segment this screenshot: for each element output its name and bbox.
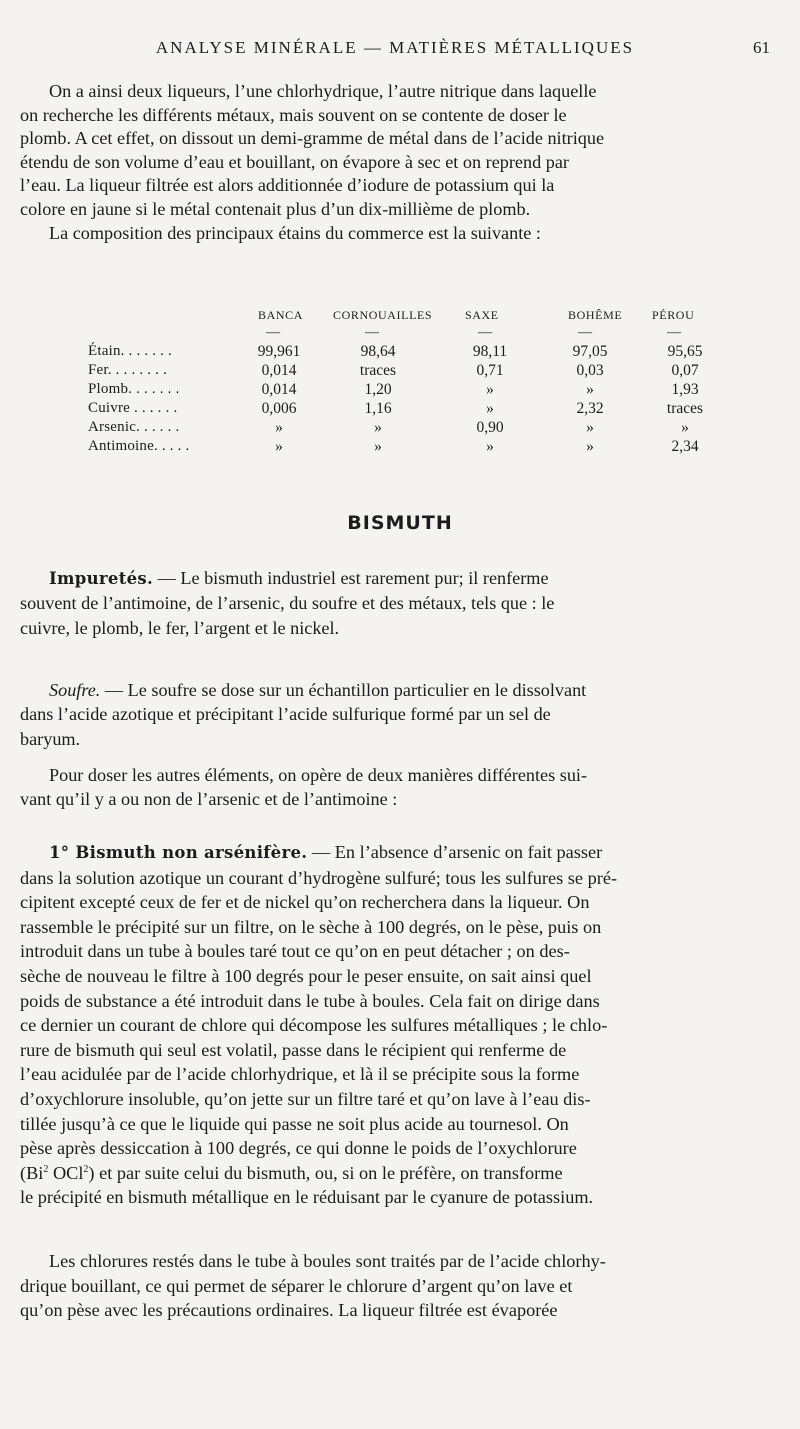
- text-line: rure de bismuth qui seul est volatil, passe dans le récipient qui renferme de: [20, 1039, 567, 1060]
- section-title: BISMUTH: [347, 512, 453, 534]
- row-label: Arsenic. . . . . .: [88, 419, 180, 435]
- column-dash: —: [365, 325, 379, 340]
- table-cell: 99,961: [257, 343, 301, 360]
- text-line: dans la solution azotique un courant d’hydrogène sulfuré; tous les sulfures se pré-: [20, 867, 618, 888]
- row-label: Antimoine. . . . .: [88, 438, 190, 454]
- text-line: on recherche les différents métaux, mais souvent on se contente de doser le: [20, 104, 567, 125]
- column-header: PÉROU: [652, 308, 695, 322]
- text-line: [20, 678, 780, 702]
- table-cell: traces: [666, 400, 704, 417]
- table-cell: 0,014: [261, 381, 297, 398]
- text-line: qu’on pèse avec les précautions ordinaires. La liqueur filtrée est évaporée: [20, 1300, 558, 1321]
- table-cell: »: [374, 419, 382, 436]
- text-span: — Le bismuth industriel est rarement pur; il renferme: [153, 568, 549, 588]
- intro-paragraph: [20, 80, 780, 245]
- table-cell: 98,64: [360, 343, 396, 360]
- table-cell: »: [486, 400, 494, 417]
- text-line: sèche de nouveau le filtre à 100 degrés pour le peser ensuite, on sait ainsi quel: [20, 965, 592, 986]
- text-line: dans l’acide azotique et précipitant l’acide sulfurique formé par un sel de: [20, 704, 551, 725]
- table-cell: 0,07: [671, 362, 699, 379]
- table-cell: 97,05: [572, 343, 608, 360]
- row-label: Plomb. . . . . . .: [88, 381, 180, 397]
- text-line: introduit dans un tube à boules taré tout ce qu’on en peut détacher ; on des-: [20, 941, 570, 962]
- text-line: Les chlorures restés dans le tube à boules sont traités par de l’acide chlorhy-: [49, 1251, 606, 1271]
- tin-composition-table: [0, 300, 800, 470]
- soufre-paragraph: [20, 678, 780, 751]
- text-span: — En l’absence d’arsenic on fait passer: [307, 842, 603, 862]
- table-cell: 2,32: [576, 400, 604, 417]
- row-label: Fer. . . . . . . .: [88, 362, 168, 378]
- text-line: d’oxychlorure insoluble, qu’on jette sur un filtre taré et qu’on lave à l’eau dis-: [20, 1088, 591, 1109]
- table-cell: »: [486, 381, 494, 398]
- column-dash: —: [266, 325, 280, 340]
- formula-line: [20, 1161, 780, 1186]
- formula-superscript: 2: [43, 1163, 49, 1175]
- text-line: tillée jusqu’à ce que le liquide qui passe ne soit plus acide au tournesol. On: [20, 1113, 569, 1134]
- soufre-heading: Soufre.: [49, 680, 101, 700]
- doser-paragraph: [20, 763, 780, 812]
- table-cell: traces: [359, 362, 397, 379]
- table-cell: 0,03: [576, 362, 604, 379]
- table-cell: 1,20: [364, 381, 392, 398]
- impuretes-paragraph: [20, 566, 780, 640]
- impuretes-heading: Impuretés.: [49, 569, 154, 588]
- text-line: drique bouillant, ce qui permet de séparer le chlorure d’argent qu’on lave et: [20, 1275, 573, 1296]
- text-line: rassemble le précipité sur un filtre, on le sèche à 100 degrés, on le pèse, puis on: [20, 916, 602, 937]
- text-line: étendu de son volume d’eau et bouillant, on évapore à sec et on reprend par: [20, 151, 569, 172]
- row-label: Étain. . . . . . .: [88, 343, 173, 359]
- table-cell: 0,014: [261, 362, 297, 379]
- text-line: On a ainsi deux liqueurs, l’une chlorhydrique, l’autre nitrique dans laquelle: [49, 81, 597, 101]
- column-header: SAXE: [465, 308, 499, 322]
- text-line: ce dernier un courant de chlore qui décompose les sulfures métalliques ; le chlo-: [20, 1015, 608, 1036]
- text-line: plomb. A cet effet, on dissout un demi-gramme de métal dans de l’acide nitrique: [20, 128, 605, 149]
- text-span: — Le soufre se dose sur un échantillon particulier en le dissolvant: [100, 680, 587, 700]
- text-line: le précipité en bismuth métallique en le réduisant par le cyanure de potassium.: [20, 1187, 594, 1208]
- table-cell: 0,006: [261, 400, 297, 417]
- table-cell: »: [586, 381, 594, 398]
- formula-superscript: 2: [83, 1163, 89, 1175]
- text-line: baryum.: [20, 728, 81, 749]
- formula-part: OCl: [48, 1162, 84, 1183]
- column-dash: —: [578, 325, 592, 340]
- running-title: ANALYSE MINÉRALE — MATIÈRES MÉTALLIQUES: [155, 38, 635, 57]
- text-line: [20, 566, 780, 591]
- table-cell: »: [275, 419, 283, 436]
- text-line: l’eau. La liqueur filtrée est alors additionnée d’iodure de potassium qui la: [20, 175, 555, 196]
- page-number: 61: [753, 38, 770, 57]
- table-cell: »: [275, 438, 283, 455]
- text-span: ) et par suite celui du bismuth, ou, si on le préfère, on transforme: [88, 1162, 563, 1183]
- text-line: Pour doser les autres éléments, on opère de deux manières différentes sui-: [49, 765, 588, 785]
- text-line: [20, 840, 780, 866]
- bismuth-non-heading: 1° Bismuth non arsénifère.: [49, 843, 308, 862]
- table-cell: 0,71: [476, 362, 504, 379]
- chlorures-paragraph: [20, 1249, 780, 1323]
- table-cell: 98,11: [472, 343, 508, 360]
- text-line: l’eau acidulée par de l’acide chlorhydrique, et là il se précipite sous la forme: [20, 1064, 580, 1085]
- running-header: [0, 38, 800, 62]
- composition-line: La composition des principaux étains du commerce est la suivante :: [49, 222, 541, 243]
- column-header: BANCA: [258, 308, 304, 322]
- row-label: Cuivre . . . . . .: [88, 400, 178, 416]
- table-cell: 2,34: [671, 438, 699, 455]
- text-line: colore en jaune si le métal contenait plus d’un dix-millième de plomb.: [20, 198, 531, 219]
- text-line: cipitent excepté ceux de fer et de nickel qu’on recherchera dans la liqueur. On: [20, 892, 590, 913]
- table-cell: »: [586, 438, 594, 455]
- column-dash: —: [667, 325, 681, 340]
- column-header: BOHÊME: [568, 308, 623, 322]
- text-line: cuivre, le plomb, le fer, l’argent et le nickel.: [20, 617, 340, 638]
- table-cell: 1,16: [364, 400, 392, 417]
- table-cell: »: [486, 438, 494, 455]
- text-line: vant qu’il y a ou non de l’arsenic et de l’antimoine :: [20, 789, 398, 810]
- table-cell: »: [586, 419, 594, 436]
- text-line: poids de substance a été introduit dans le tube à boules. Cela fait on dirige dans: [20, 990, 600, 1011]
- table-cell: »: [681, 419, 689, 436]
- text-line: pèse après dessiccation à 100 degrés, ce qui donne le poids de l’oxychlorure: [20, 1138, 577, 1159]
- column-header: CORNOUAILLES: [333, 308, 433, 322]
- text-line: souvent de l’antimoine, de l’arsenic, du soufre et des métaux, tels que : le: [20, 593, 555, 614]
- column-dash: —: [478, 325, 492, 340]
- table-cell: »: [374, 438, 382, 455]
- formula-part: (Bi: [20, 1162, 44, 1183]
- bismuth-non-arsenifere-paragraph: [20, 840, 780, 1210]
- table-cell: 1,93: [671, 381, 699, 398]
- table-cell: 95,65: [667, 343, 703, 360]
- table-cell: 0,90: [476, 419, 504, 436]
